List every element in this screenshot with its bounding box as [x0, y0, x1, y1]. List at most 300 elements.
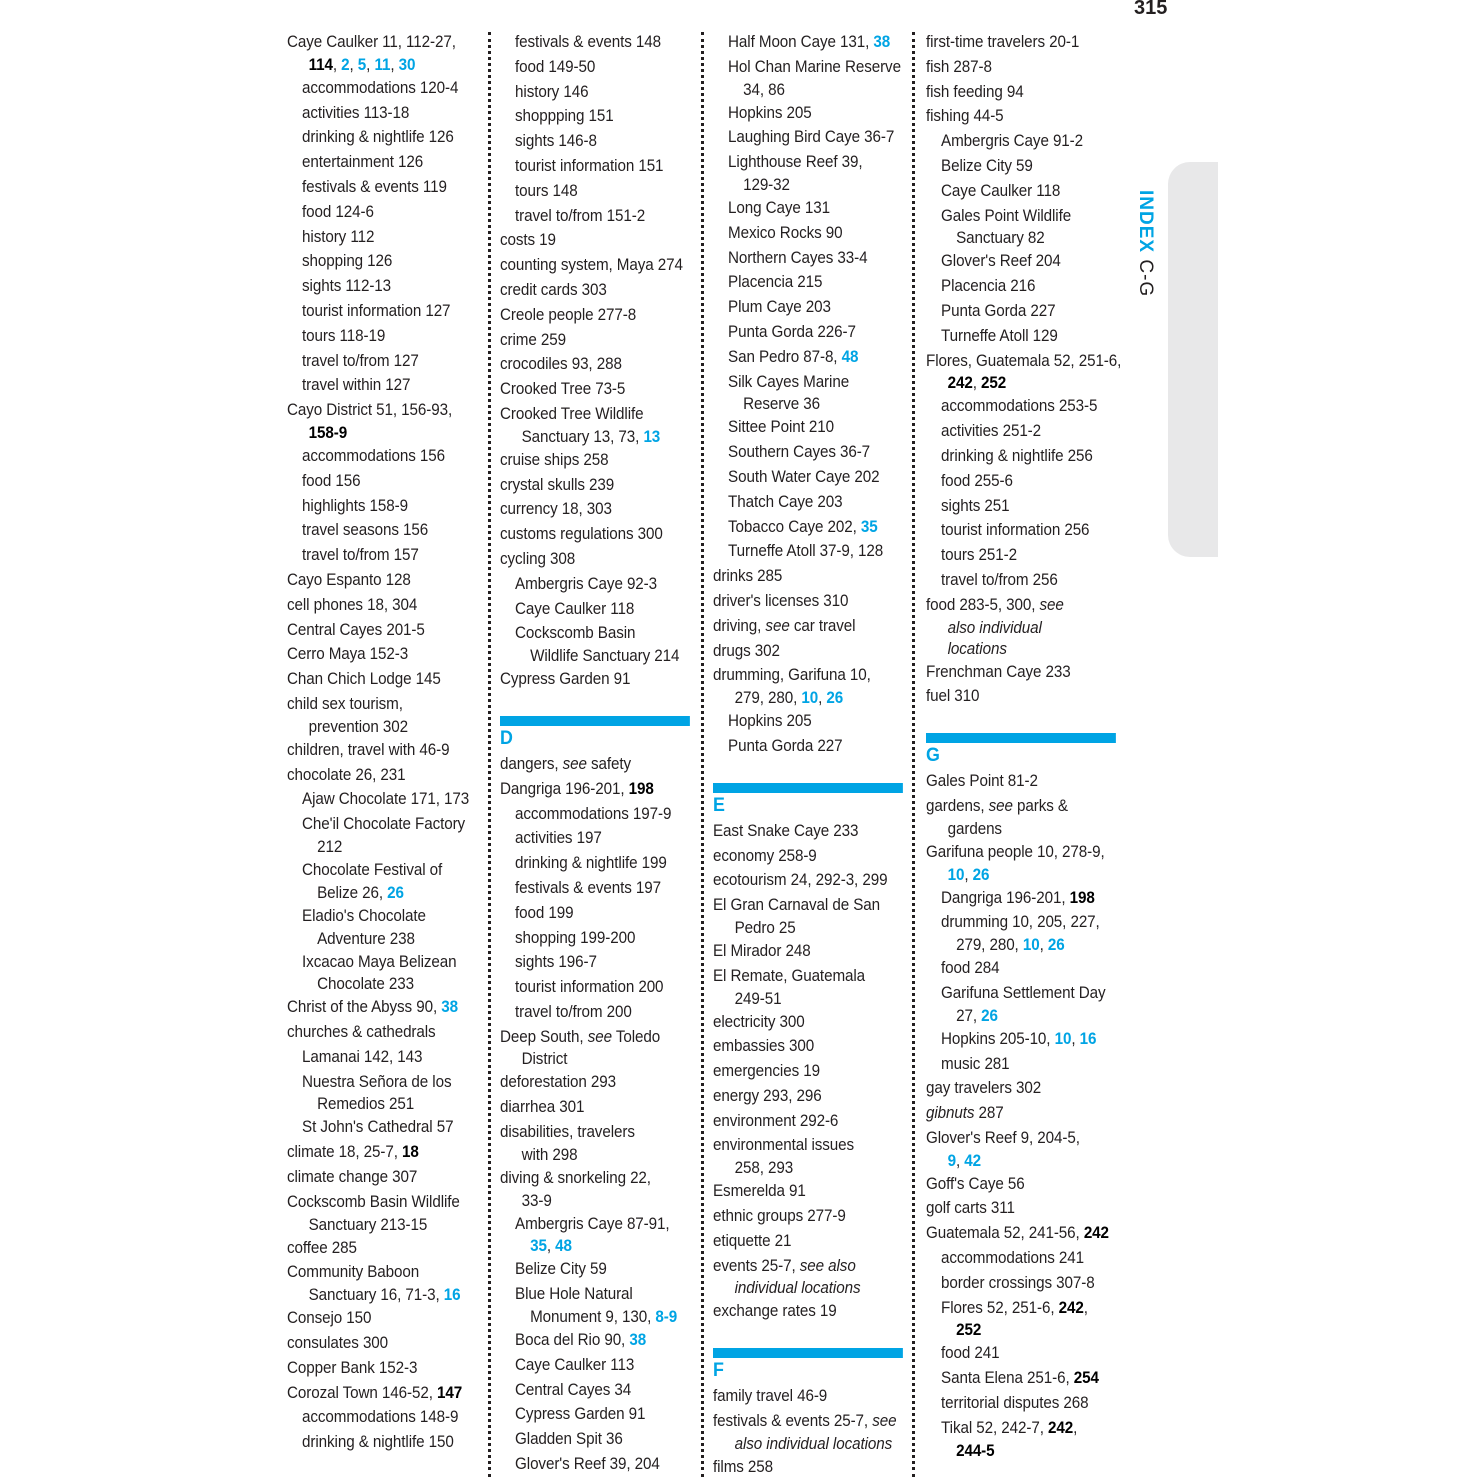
entry-text: shopping 126 — [302, 252, 393, 271]
entry-text: Tobacco Caye 202, — [728, 517, 861, 536]
entry-text: Che'il Chocolate Factory — [302, 815, 466, 834]
entry-text: climate change 307 — [287, 1168, 418, 1187]
entry-text: Caye Caulker 11, 112-27, — [287, 33, 456, 51]
index-entry — [713, 1254, 901, 1300]
index-entry — [713, 939, 901, 964]
entry-text: credit cards 303 — [500, 280, 607, 299]
entry-line — [941, 889, 1095, 907]
entry-text: disabilities, travelers — [500, 1123, 635, 1142]
main-page-ref: 242 — [1058, 1298, 1084, 1317]
entry-continuation — [926, 373, 1114, 394]
entry-text: Chocolate 233 — [317, 975, 415, 994]
map-page-ref: 5 — [357, 55, 367, 74]
entry-text: , — [1071, 1029, 1080, 1048]
section-divider-bar — [926, 733, 1116, 743]
entry-line — [713, 592, 848, 610]
index-subentry — [287, 299, 475, 324]
entry-line — [515, 1285, 633, 1303]
entry-continuation — [926, 1151, 1114, 1172]
entry-line — [302, 252, 392, 270]
entry-text: Hopkins 205 — [728, 712, 812, 731]
index-subentry — [500, 179, 693, 204]
entry-text: , — [955, 1151, 965, 1170]
index-subentry — [926, 1391, 1114, 1416]
index-subentry — [287, 150, 475, 175]
index-subentry — [713, 345, 901, 370]
index-subentry — [500, 826, 693, 851]
entry-line — [941, 1274, 1095, 1292]
index-entry — [500, 1025, 693, 1071]
index-entry — [500, 228, 693, 253]
entry-line — [713, 1182, 806, 1200]
entry-text: gardens, — [926, 796, 989, 815]
entry-text: Belize City 59 — [515, 1260, 607, 1279]
entry-text: crime 259 — [500, 330, 566, 349]
index-entry — [713, 893, 901, 939]
entry-text: drumming 10, 205, 227, — [941, 913, 1100, 932]
entry-line — [713, 617, 855, 635]
entry-text: Wildlife Sanctuary 214 — [530, 647, 680, 666]
entry-line — [515, 33, 661, 51]
index-entry — [500, 352, 693, 377]
entry-text: El Remate, Guatemala — [713, 966, 866, 985]
entry-line — [728, 104, 812, 122]
entry-line — [941, 1249, 1084, 1267]
entry-text: Reserve 36 — [743, 395, 820, 414]
section-letter: F — [713, 1360, 724, 1382]
entry-text: prevention 302 — [308, 717, 408, 736]
entry-text: Glover's Reef 204 — [941, 252, 1061, 271]
entry-line — [302, 497, 408, 515]
entry-continuation — [287, 717, 475, 738]
entry-text: festivals & events 197 — [515, 878, 661, 897]
entry-text: accommodations 156 — [302, 446, 445, 465]
entry-line — [302, 153, 423, 171]
entry-text: also individual locations — [734, 1434, 893, 1453]
entry-line — [728, 493, 842, 511]
entry-text: , — [390, 55, 399, 74]
entry-line — [515, 132, 597, 150]
index-entry — [926, 104, 1114, 129]
index-subentry — [713, 150, 901, 196]
entry-text: food 156 — [302, 471, 361, 490]
entry-text: tours 118-19 — [302, 326, 386, 345]
index-subentry — [926, 1271, 1114, 1296]
entry-text: shopping 199-200 — [515, 928, 636, 947]
entry-line — [926, 107, 1004, 125]
entry-line — [302, 861, 442, 879]
index-subentry — [713, 440, 901, 465]
entry-line — [287, 1334, 388, 1352]
entry-text: car travel — [789, 616, 856, 635]
entry-line — [515, 805, 671, 823]
index-subentry — [926, 910, 1114, 956]
entry-text: Flores 52, 251-6, — [941, 1298, 1059, 1317]
index-subentry — [713, 101, 901, 126]
entry-continuation — [728, 80, 901, 101]
entry-line — [941, 984, 1105, 1002]
entry-continuation — [941, 228, 1114, 249]
index-subentry — [926, 1027, 1114, 1052]
entry-continuation — [302, 929, 475, 950]
entry-continuation — [302, 1094, 475, 1115]
entry-text: South Water Caye 202 — [728, 467, 880, 486]
index-subentry — [287, 249, 475, 274]
map-page-ref: 2 — [341, 55, 350, 74]
entry-line — [941, 1419, 1077, 1437]
entry-text: ethnic groups 277-9 — [713, 1207, 846, 1226]
entry-text: El Gran Carnaval de San — [713, 896, 881, 915]
section-letter: E — [713, 794, 725, 816]
entry-text: Caye Caulker 118 — [515, 599, 635, 618]
entry-line — [941, 1299, 1088, 1317]
entry-text: , — [332, 55, 342, 74]
entry-text: Thatch Caye 203 — [728, 492, 843, 511]
entry-line — [515, 600, 634, 618]
entry-continuation — [287, 1285, 475, 1306]
index-subentry — [926, 444, 1114, 469]
index-entry — [500, 1070, 693, 1095]
entry-text: , — [972, 374, 982, 393]
entry-line — [302, 1118, 453, 1136]
entry-continuation — [515, 1307, 693, 1328]
entry-line — [302, 447, 445, 465]
index-entry — [287, 667, 475, 692]
entry-text: festivals & events 119 — [302, 177, 447, 196]
entry-line — [500, 500, 612, 518]
entry-continuation — [926, 639, 1114, 660]
entry-text: Cockscomb Basin Wildlife — [287, 1192, 460, 1211]
entry-text: Sanctuary 13, 73, — [521, 427, 644, 446]
index-entry — [926, 593, 1114, 660]
index-entry — [287, 568, 475, 593]
entry-text: drinking & nightlife 256 — [941, 446, 1093, 465]
entry-text: drinking & nightlife 126 — [302, 128, 454, 147]
entry-text: tourist information 127 — [302, 301, 451, 320]
entry-line — [302, 1433, 454, 1451]
entry-text: Hopkins 205-10, — [941, 1029, 1055, 1048]
entry-line — [287, 33, 456, 51]
entry-text: Central Cayes 201-5 — [287, 620, 425, 639]
entry-text: etiquette 21 — [713, 1231, 792, 1250]
entry-text: 287 — [974, 1104, 1004, 1123]
entry-continuation — [500, 427, 693, 448]
entry-text: coffee 285 — [287, 1238, 357, 1257]
entry-text: Cayo Espanto 128 — [287, 570, 411, 589]
entry-continuation — [287, 423, 475, 444]
index-subentry — [287, 812, 475, 858]
entry-text: crystal skulls 239 — [500, 475, 615, 494]
entry-line — [287, 1143, 419, 1161]
entry-text: Cypress Garden 91 — [500, 670, 631, 689]
entry-text: Deep South, — [500, 1027, 588, 1046]
index-column-1 — [287, 30, 475, 1455]
entry-line — [500, 1123, 635, 1141]
index-entry — [287, 995, 475, 1020]
index-entry — [926, 794, 1114, 840]
entry-text: travel to/from 127 — [302, 351, 419, 370]
index-subentry — [500, 1282, 693, 1328]
map-page-ref: 38 — [441, 998, 458, 1017]
entry-text: locations — [947, 639, 1007, 658]
entry-line — [515, 207, 645, 225]
entry-line — [713, 1232, 791, 1250]
entry-text: District — [521, 1050, 568, 1069]
entry-text: chocolate 26, 231 — [287, 765, 406, 784]
index-subentry — [500, 901, 693, 926]
entry-line — [926, 58, 992, 76]
entry-line — [500, 670, 630, 688]
entry-text: 249-51 — [734, 989, 782, 1008]
index-subentry — [287, 1115, 475, 1140]
entry-continuation — [500, 1145, 693, 1166]
index-subentry — [287, 125, 475, 150]
index-entry — [713, 614, 901, 639]
entry-line — [302, 178, 447, 196]
entry-text: territorial disputes 268 — [941, 1394, 1089, 1413]
entry-line — [941, 521, 1089, 539]
entry-line — [926, 83, 1024, 101]
entry-text: Garifuna Settlement Day — [941, 983, 1106, 1002]
entry-text: with 298 — [521, 1145, 578, 1164]
entry-line — [713, 666, 871, 684]
main-page-ref: 198 — [1069, 888, 1095, 907]
entry-text: , — [1083, 1298, 1088, 1317]
entry-text: crocodiles 93, 288 — [500, 355, 622, 374]
entry-text: Lighthouse Reef 39, — [728, 153, 863, 172]
index-entry — [500, 377, 693, 402]
map-page-ref: 11 — [374, 55, 391, 74]
index-subentry — [713, 515, 901, 540]
entry-text: festivals & events 25-7, — [713, 1412, 873, 1431]
entry-line — [302, 128, 454, 146]
entry-continuation — [500, 1191, 693, 1212]
entry-line — [728, 418, 834, 436]
map-page-ref: 48 — [841, 347, 859, 366]
entry-text: children, travel with 46-9 — [287, 740, 450, 759]
entry-text: Southern Cayes 36-7 — [728, 443, 871, 462]
entry-text: gibnuts — [926, 1104, 975, 1123]
map-page-ref: 10 — [947, 865, 965, 884]
index-entry — [926, 55, 1114, 80]
entry-text: food 284 — [941, 959, 1000, 978]
entry-line — [500, 231, 556, 249]
entry-line — [515, 1430, 623, 1448]
entry-line — [941, 1369, 1099, 1387]
entry-continuation — [713, 688, 901, 709]
entry-text: Crooked Tree 73-5 — [500, 380, 626, 399]
map-page-ref: 26 — [972, 865, 990, 884]
index-entry — [500, 473, 693, 498]
map-page-ref: 13 — [643, 427, 661, 446]
main-page-ref: 147 — [437, 1383, 463, 1402]
entry-line — [500, 476, 614, 494]
entry-line — [302, 790, 469, 808]
entry-line — [500, 780, 654, 798]
entry-continuation — [287, 1215, 475, 1236]
entry-line — [500, 281, 607, 299]
entry-text: Garifuna people 10, 278-9, — [926, 842, 1105, 861]
entry-text: travel seasons 156 — [302, 521, 429, 540]
entry-line — [713, 1062, 820, 1080]
entry-text: 129-32 — [743, 175, 790, 194]
entry-text: exchange rates 19 — [713, 1302, 837, 1321]
entry-line — [287, 1239, 357, 1257]
entry-line — [287, 766, 406, 784]
index-subentry — [287, 373, 475, 398]
index-tab-label — [1134, 190, 1156, 297]
index-subentry — [926, 1366, 1114, 1391]
map-page-ref: 26 — [387, 883, 404, 902]
entry-text: history 112 — [302, 227, 375, 246]
index-subentry — [287, 1430, 475, 1455]
entry-text: sights 146-8 — [515, 132, 597, 151]
entry-text: tours 148 — [515, 181, 578, 200]
entry-line — [302, 546, 419, 564]
entry-line — [941, 1344, 999, 1362]
entry-line — [302, 277, 391, 295]
entry-text: El Mirador 248 — [713, 941, 811, 960]
entry-text: Gladden Spit 36 — [515, 1430, 623, 1449]
main-page-ref: 242 — [947, 374, 973, 393]
entry-line — [728, 712, 812, 730]
entry-line — [713, 1112, 838, 1130]
entry-line — [302, 521, 428, 539]
index-entry — [713, 1109, 901, 1134]
entry-text: food 255-6 — [941, 471, 1013, 490]
entry-text: food 241 — [941, 1344, 1000, 1363]
index-subentry — [926, 204, 1114, 250]
index-entry — [926, 80, 1114, 105]
entry-text: fuel 310 — [926, 687, 980, 706]
entry-line — [941, 157, 1033, 175]
entry-line — [515, 624, 635, 642]
index-entry — [500, 752, 693, 777]
index-entry — [287, 1260, 475, 1306]
index-subentry — [713, 221, 901, 246]
entry-text: Boca del Rio 90, — [515, 1331, 630, 1350]
entry-text: currency 18, 303 — [500, 500, 612, 519]
entry-line — [515, 1381, 631, 1399]
entry-continuation — [728, 394, 901, 415]
entry-line — [728, 323, 856, 341]
section-letter: D — [500, 727, 513, 749]
index-subentry — [713, 370, 901, 416]
index-subentry — [926, 419, 1114, 444]
index-subentry — [500, 80, 693, 105]
entry-text: entertainment 126 — [302, 153, 424, 172]
index-subentry — [287, 904, 475, 950]
entry-line — [728, 443, 870, 461]
index-subentry — [713, 734, 901, 759]
entry-text: , — [1039, 936, 1048, 955]
page-number: 315 — [1134, 0, 1168, 19]
entry-line — [728, 199, 830, 217]
index-entry — [500, 1166, 693, 1212]
entry-line — [287, 1263, 419, 1281]
entry-line — [728, 542, 883, 560]
index-entry — [713, 639, 901, 664]
entry-line — [287, 1168, 417, 1186]
entry-text: highlights 158-9 — [302, 496, 408, 515]
entry-continuation — [941, 1441, 1114, 1462]
index-subentry — [287, 225, 475, 250]
entry-text: Creole people 277-8 — [500, 305, 637, 324]
entry-text: travel within 127 — [302, 376, 411, 395]
index-subentry — [500, 1402, 693, 1427]
entry-text: gay travelers 302 — [926, 1079, 1042, 1098]
entry-line — [302, 815, 465, 833]
index-subentry — [926, 568, 1114, 593]
index-column-2 — [500, 30, 693, 1477]
entry-line — [287, 741, 449, 759]
entry-text: costs 19 — [500, 231, 556, 250]
entry-line — [941, 277, 1035, 295]
index-entry — [287, 1140, 475, 1165]
entry-text: driver's licenses 310 — [713, 591, 849, 610]
index-entry — [500, 303, 693, 328]
entry-line — [713, 847, 817, 865]
entry-line — [941, 207, 1071, 225]
index-subentry — [713, 246, 901, 271]
entry-text: Eladio's Chocolate — [302, 906, 426, 925]
entry-text: accommodations 253-5 — [941, 397, 1098, 416]
entry-text: Cockscomb Basin — [515, 624, 636, 643]
index-entry — [713, 1010, 901, 1035]
index-subentry — [500, 926, 693, 951]
entry-text: fish feeding 94 — [926, 82, 1024, 101]
entry-line — [515, 929, 635, 947]
index-entry — [713, 1384, 901, 1409]
entry-line — [515, 854, 667, 872]
index-subentry — [713, 55, 901, 101]
index-subentry — [287, 175, 475, 200]
index-entry — [500, 402, 693, 448]
entry-text: Plum Caye 203 — [728, 298, 831, 317]
entry-line — [287, 1193, 460, 1211]
entry-line — [926, 1175, 1025, 1193]
entry-line — [926, 1129, 1080, 1147]
entry-text: travel to/from 157 — [302, 546, 419, 565]
index-subentry — [500, 104, 693, 129]
entry-line — [515, 182, 578, 200]
entry-line — [302, 953, 457, 971]
entry-text: Long Caye 131 — [728, 198, 831, 217]
index-entry — [500, 1095, 693, 1120]
entry-text: accommodations 241 — [941, 1249, 1084, 1268]
entry-line — [287, 1309, 371, 1327]
entry-text: deforestation 293 — [500, 1073, 617, 1092]
entry-text: dangers, — [500, 754, 563, 773]
column-divider — [912, 32, 915, 1477]
entry-text: 33-9 — [521, 1191, 552, 1210]
index-tab-range: C-G — [1135, 259, 1156, 298]
index-subentry — [713, 125, 901, 150]
entry-text: see — [872, 1412, 897, 1431]
entry-line — [728, 128, 894, 146]
entry-line — [500, 380, 625, 398]
entry-text: Half Moon Caye 131, — [728, 33, 874, 51]
index-entry — [713, 1133, 901, 1179]
entry-line — [728, 224, 842, 242]
entry-line — [941, 1055, 1010, 1073]
entry-continuation — [926, 618, 1114, 639]
entry-continuation — [302, 837, 475, 858]
entry-text: Lamanai 142, 143 — [302, 1047, 423, 1066]
entry-text: Mexico Rocks 90 — [728, 223, 843, 242]
entry-line — [941, 1394, 1088, 1412]
index-entry — [926, 1076, 1114, 1101]
